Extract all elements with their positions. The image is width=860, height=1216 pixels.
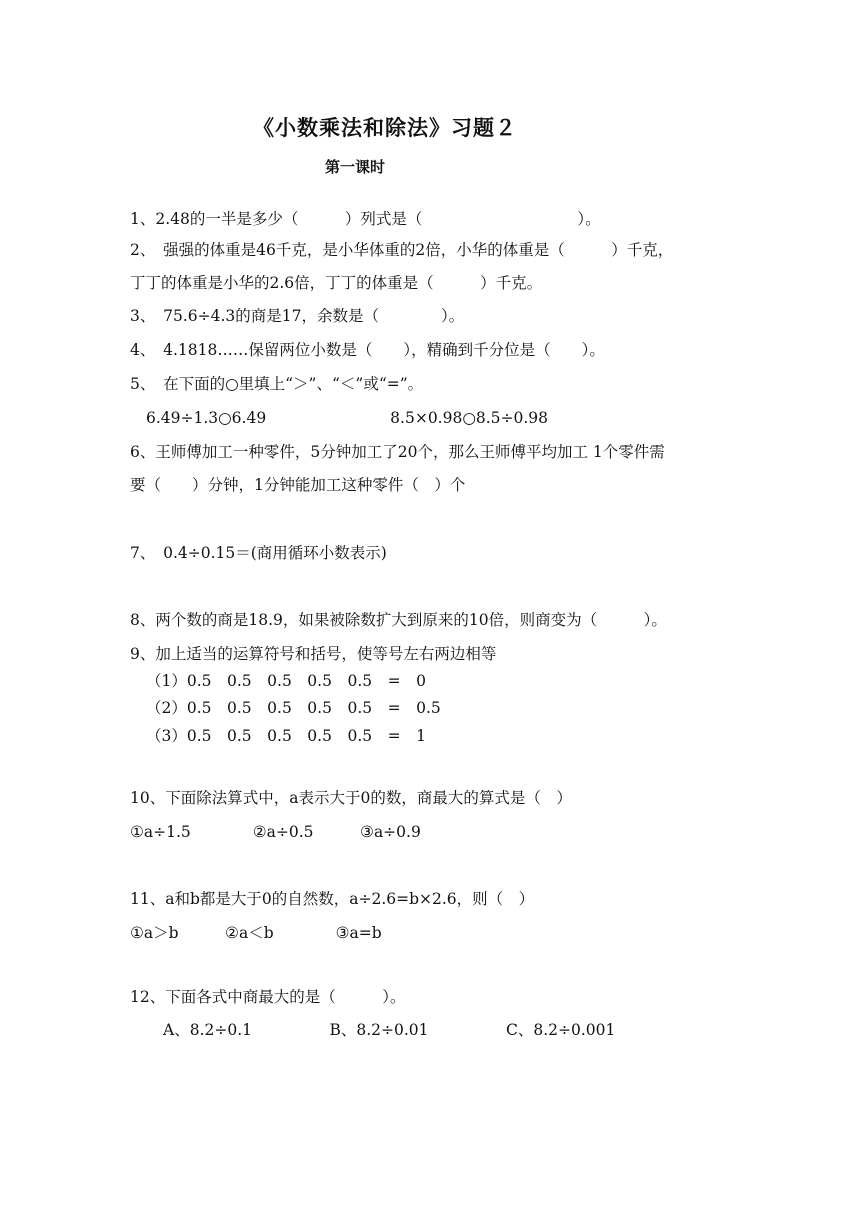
question-12-options: A、8.2÷0.1 B、8.2÷0.01 C、8.2÷0.001 <box>163 1021 616 1039</box>
question-5-items: 6.49÷1.3○6.49 8.5×0.98○8.5÷0.98 <box>146 409 549 427</box>
question-7: 7、 0.4÷0.15＝(商用循环小数表示) <box>130 544 387 562</box>
question-5: 5、 在下面的○里填上“＞”、“＜”或“=”。 <box>130 375 424 393</box>
question-6-continued: 要（ ）分钟，1分钟能加工这种零件（ ）个 <box>130 476 466 494</box>
question-6: 6、王师傅加工一种零件，5分钟加工了20个，那么王师傅平均加工 1个零件需 <box>130 443 665 461</box>
document-title: 《小数乘法和除法》习题２ <box>253 116 517 140</box>
question-11: 11、a和b都是大于0的自然数，a÷2.6=b×2.6，则（ ） <box>130 890 535 908</box>
question-11-options: ①a＞b ②a＜b ③a=b <box>130 924 382 942</box>
question-3: 3、 75.6÷4.3的商是17，余数是（ ）。 <box>130 307 465 325</box>
question-4: 4、 4.1818……保留两位小数是（ ），精确到千分位是（ ）。 <box>130 341 605 359</box>
question-2: 2、 强强的体重是46千克，是小华体重的2倍，小华的体重是（ ）千克， <box>130 241 674 259</box>
question-12: 12、下面各式中商最大的是（ ）。 <box>130 988 406 1006</box>
question-9-item-2: （2）0.5 0.5 0.5 0.5 0.5 = 0.5 <box>146 699 441 717</box>
question-10: 10、下面除法算式中，a表示大于0的数，商最大的算式是（ ） <box>130 789 572 807</box>
question-9: 9、加上适当的运算符号和括号，使等号左右两边相等 <box>130 645 497 663</box>
question-10-options: ①a÷1.5 ②a÷0.5 ③a÷0.9 <box>130 823 421 841</box>
question-1: 1、2.48的一半是多少（ ）列式是（ ）。 <box>130 210 601 228</box>
document-subtitle: 第一课时 <box>324 158 385 176</box>
question-9-item-1: （1）0.5 0.5 0.5 0.5 0.5 = 0 <box>146 672 426 690</box>
question-9-item-3: （3）0.5 0.5 0.5 0.5 0.5 = 1 <box>146 727 426 745</box>
question-8: 8、两个数的商是18.9，如果被除数扩大到原来的10倍，则商变为（ ）。 <box>130 611 667 629</box>
question-2-continued: 丁丁的体重是小华的2.6倍，丁丁的体重是（ ）千克。 <box>130 274 543 292</box>
